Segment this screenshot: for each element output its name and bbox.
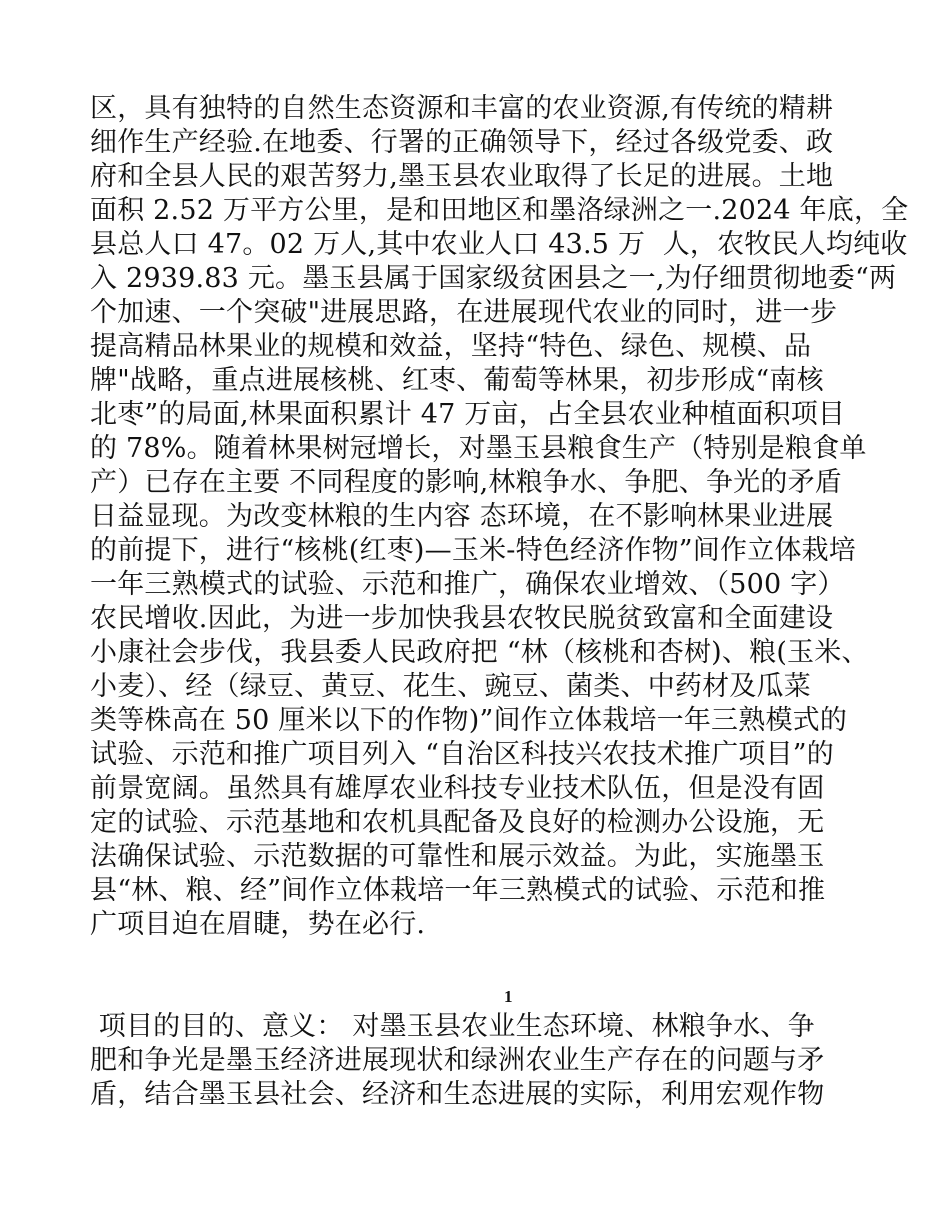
text-line: 肥和争光是墨玉经济进展现状和绿洲农业生产存在的问题与矛: [90, 1045, 825, 1076]
text-line: 小康社会步伐，我县委人民政府把 “林（核桃和杏树)、粮(玉米、: [90, 637, 869, 668]
text-line: 入 2939.83 元。墨玉县属于国家级贫困县之一,为仔细贯彻地委“两: [90, 263, 897, 294]
text-line: 提高精品林果业的规模和效益，坚持“特色、绿色、规模、品: [90, 331, 812, 362]
text-line: 牌"战略，重点进展核桃、红枣、葡萄等林果，初步形成“南核: [90, 365, 824, 396]
text-line: 盾，结合墨玉县社会、经济和生态进展的实际，利用宏观作物: [90, 1079, 825, 1110]
text-line: 产）已存在主要 不同程度的影响,林粮争水、争肥、争光的矛盾: [90, 467, 842, 498]
text-line: 法确保试验、示范数据的可靠性和展示效益。为此，实施墨玉: [90, 841, 825, 872]
text-line: 细作生产经验.在地委、行署的正确领导下，经过各级党委、政: [90, 127, 834, 158]
text-line: 广项目迫在眉睫，势在必行.: [90, 909, 426, 940]
page-number: 1: [504, 987, 513, 1006]
text-line: 县“林、粮、经”间作立体栽培一年三熟模式的试验、示范和推: [90, 875, 826, 906]
text-line: 的前提下，进行“核桃(红枣)—玉米-特色经济作物”间作立体栽培: [90, 535, 856, 566]
text-line: 区，具有独特的自然生态资源和丰富的农业资源,有传统的精耕: [90, 93, 834, 124]
text-line: 个加速、一个突破"进展思路，在进展现代农业的同时，进一步: [90, 297, 838, 328]
text-line: 一年三熟模式的试验、示范和推广，确保农业增效、（500 字）: [90, 569, 845, 600]
text-line: 府和全县人民的艰苦努力,墨玉县农业取得了长足的进展。土地: [90, 161, 834, 192]
text-line: 日益显现。为改变林粮的生内容 态环境，在不影响林果业进展: [90, 501, 834, 532]
text-line: 的 78%。随着林果树冠增长，对墨玉县粮食生产（特别是粮食单: [90, 433, 867, 464]
text-line: 面积 2.52 万平方公里，是和田地区和墨洛绿洲之一.2024 年底，全: [90, 195, 909, 226]
text-line: 北枣”的局面,林果面积累计 47 万亩，占全县农业种植面积项目: [90, 399, 846, 430]
text-line: 农民增收.因此，为进一步加快我县农牧民脱贫致富和全面建设: [90, 603, 834, 634]
text-line: 县总人口 47。02 万人,其中农业人口 43.5 万 人，农牧民人均纯收: [90, 229, 908, 260]
text-line: 类等株高在 50 厘米以下的作物)”间作立体栽培一年三熟模式的: [90, 705, 848, 736]
text-line: 前景宽阔。虽然具有雄厚农业科技专业技术队伍，但是没有固: [90, 773, 825, 804]
text-line: 项目的目的、意义： 对墨玉县农业生态环境、林粮争水、争: [90, 1011, 815, 1042]
text-line: 定的试验、示范基地和农机具配备及良好的检测办公设施，无: [90, 807, 825, 838]
text-line: 试验、示范和推广项目列入 “自治区科技兴农技术推广项目”的: [90, 739, 834, 770]
text-line: 小麦）、经（绿豆、黄豆、花生、豌豆、菌类、中药材及瓜菜: [90, 671, 811, 702]
